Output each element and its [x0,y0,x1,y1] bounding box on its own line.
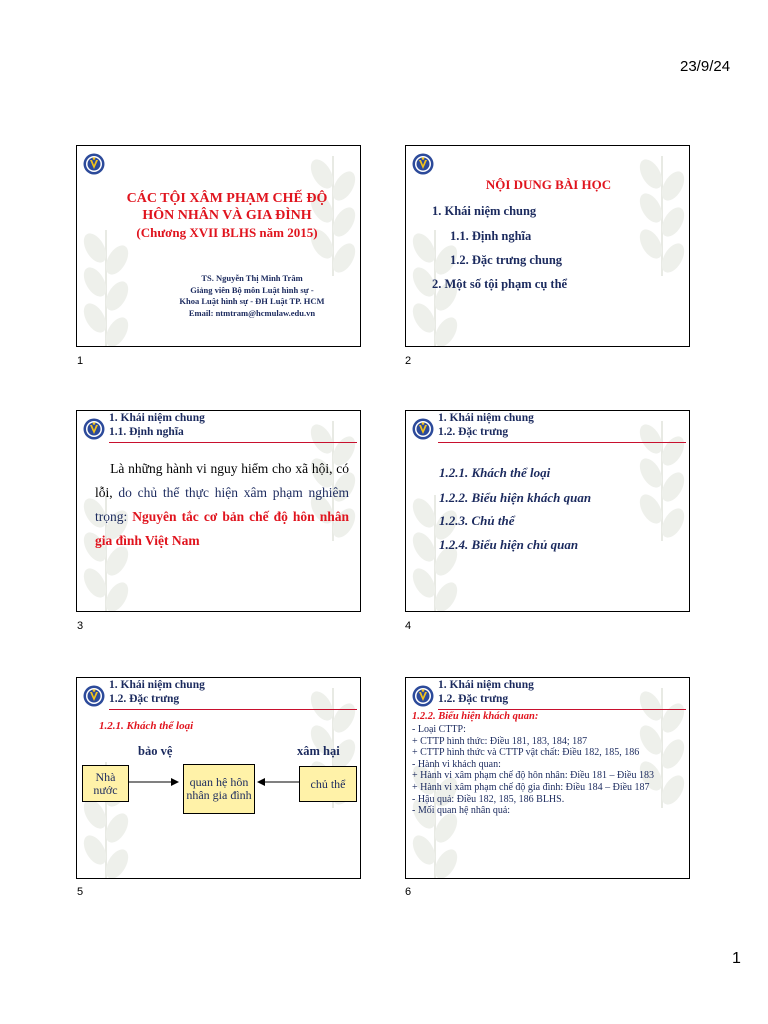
slide-number: 2 [405,355,412,367]
list-item: + Hành vi xâm phạm chế độ gia đình: Điều 184 – Điều 187 [412,781,650,793]
slide-title: CÁC TỘI XÂM PHẠM CHẾ ĐỘ HÔN NHÂN VÀ GIA ĐÌNH (Chương XVII BLHS năm 2015) [126,191,328,240]
university-emblem-icon [412,152,434,176]
university-emblem-icon [412,684,434,708]
slide-3 [76,410,361,612]
slide-header: 1. Khái niệm chung [109,412,205,424]
leaf-branch-icon [635,421,689,541]
slide-header: 1. Khái niệm chung [438,679,534,691]
slide-number: 5 [77,886,84,898]
list-item: + CTTP hình thức và CTTP vật chất: Điều 182, 185, 186 [412,747,640,759]
feature-item: 1.2.1. Khách thể loại [439,465,551,480]
university-emblem-icon [83,417,105,441]
toc-item: 1.2. Đặc trưng chung [450,253,563,267]
leaf-branch-icon [635,156,689,276]
label-violate: xâm hại [297,744,340,758]
definition-text: Là những hành vi nguy hiểm cho xã hội, có lỗi, do chủ thể thực hiện xâm phạm nghiêm trọng: Nguyên tắc cơ bản chế độ hôn nhân gia đình Việt Nam [95,461,349,548]
slide-6 [405,677,690,879]
slide-subheader: 1.2. Đặc trưng [109,693,180,705]
page-date: 23/9/24 [680,58,731,75]
list-item: - Hậu quả: Điều 182, 185, 186 BLHS. [412,793,565,805]
list-item: - Mối quan hệ nhân quả: [412,805,511,817]
slide-number: 1 [77,355,84,367]
header-rule [438,709,686,710]
slide-header: 1. Khái niệm chung [109,679,205,691]
slide-1 [76,145,361,347]
page-number: 1 [732,950,741,967]
list-item: + CTTP hình thức: Điều 181, 183, 184; 187 [412,735,588,747]
toc-item: 2. Một số tội phạm cụ thể [432,277,568,291]
toc-item: 1.1. Định nghĩa [450,229,532,243]
slide-header: 1. Khái niệm chung [438,412,534,424]
slide-2 [405,145,690,347]
diagram-subheading: 1.2.1. Khách thể loại [99,720,194,732]
list-item: - Loại CTTP: [412,724,466,735]
slide-heading: NỘI DUNG BÀI HỌC [485,177,612,192]
feature-subheading: 1.2.2. Biểu hiện khách quan: [412,711,539,722]
slide-number: 4 [405,620,412,632]
box-relation: quan hệ hôn nhân gia đình [183,764,255,814]
slide-4 [405,410,690,612]
box-subject: chủ thể [299,766,357,802]
slide-subheader: 1.1. Định nghĩa [109,426,184,438]
university-emblem-icon [412,417,434,441]
header-rule [109,442,357,443]
box-state: Nhà nước [82,765,129,802]
toc-item: 1. Khái niệm chung [432,204,537,218]
feature-item: 1.2.4. Biểu hiện chủ quan [439,537,579,552]
university-emblem-icon [83,152,105,176]
slide-5 [76,677,361,879]
slide-number: 6 [405,886,412,898]
feature-item: 1.2.3. Chủ thể [439,513,515,528]
leaf-branch-icon [79,230,133,347]
slide-subheader: 1.2. Đặc trưng [438,426,509,438]
label-protect: bảo vệ [138,744,173,758]
slide-subheader: 1.2. Đặc trưng [438,693,509,705]
list-item: + Hành vi xâm phạm chế độ hôn nhân: Điều 181 – Điều 183 [412,770,654,782]
list-item: - Hành vi khách quan: [412,758,501,770]
slide-number: 3 [77,620,84,632]
feature-list [412,724,684,817]
feature-item: 1.2.2. Biểu hiện khách quan [439,490,592,505]
author-block: TS. Nguyễn Thị Minh Trâm Giảng viên Bộ môn Luật hình sự - Khoa Luật hình sự - ĐH Luật TP. HCM Email: ntmtram@hcmulaw.edu.vn [179,273,325,318]
header-rule [438,442,686,443]
